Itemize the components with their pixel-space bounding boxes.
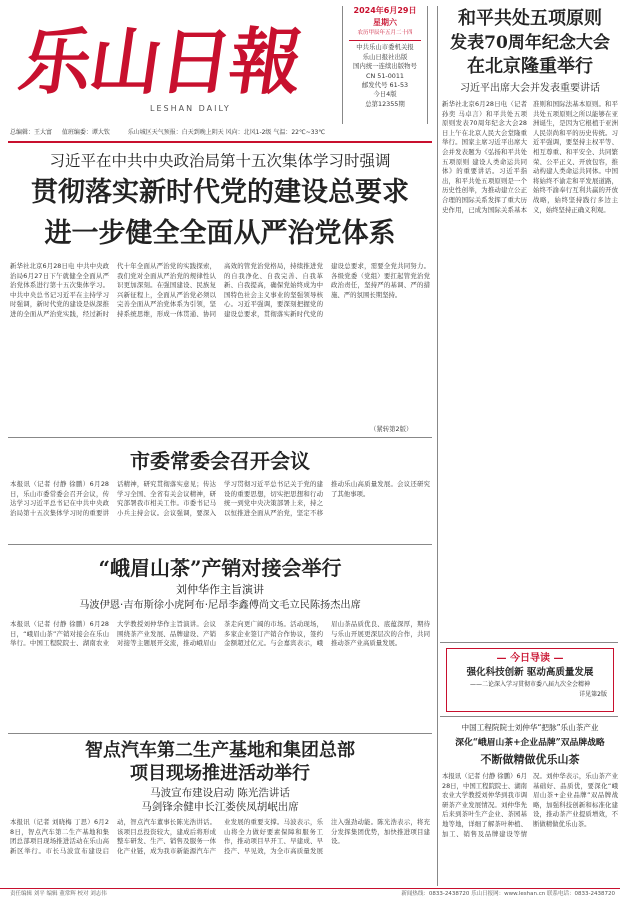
lead-kicker: 习近平在中共中央政治局第十五次集体学习时强调: [49, 152, 391, 170]
publisher: 中共乐山市委机关报: [356, 43, 414, 52]
divider-right-1: [440, 642, 618, 643]
today-guide-subtitle: ——二论深入学习贯彻市委八届九次全会精神: [469, 681, 590, 688]
divider-1: [8, 437, 432, 438]
today-guide-box: [446, 648, 614, 712]
story4-subtitle-2: 马剑锋余健申长江娄侠凤胡岷出席: [141, 801, 299, 813]
top-story-headline-1: 和平共处五项原则: [458, 8, 602, 29]
divider-right-2: [440, 716, 618, 717]
weather-forecast: 乐山城区天气预报：白天到晚上阴天 风向：北风1-2级 气温：22℃~33℃: [127, 129, 326, 136]
divider-3: [8, 733, 432, 734]
date-box-divider: [342, 6, 343, 124]
story2-headline: 市委常委会召开会议: [130, 449, 310, 473]
lead-story-continued: （紧转第2版）: [370, 425, 413, 433]
column-separator: [437, 6, 438, 886]
side-story-headline-3: 不断做精做优乐山茶: [480, 753, 580, 766]
story3-attendees: 马波伊恩·吉布斯徐小虎阿布·尼昂李鑫傅尚文毛立民陈扬杰出席: [79, 600, 361, 611]
footer-contact: 新闻热线：0833-2438720 乐山日报网：www.leshan.cn 联系电话：0833-2438720: [401, 891, 615, 897]
editor-strip: [10, 127, 430, 139]
side-story-headline-2: 深化“峨眉山茶+企业品牌”双品牌战略: [455, 738, 605, 748]
top-story-subhead: 习近平出席大会并发表重要讲话: [460, 83, 600, 94]
divider-2: [8, 544, 432, 545]
postal-code: 邮发代号 61-53: [361, 81, 409, 90]
editor-duty: 值班编委：谭大钦: [61, 129, 110, 136]
publisher-2: 乐山日报社出版: [362, 52, 408, 61]
story2-body: 本报讯（记者 付静 徐鹏）6月28日，乐山市委常委会召开会议，传达学习习近平总书记在中共中央政治局第十五次集体学习时的重要讲话精神，研究贯彻落实意见；传达学习全国、全省有关会议精神，研究部署我市相关工作。市委书记马小兵主持会议。会议强调，要深入学习贯彻习近平总书记关于党的建设的重要思想，切实把思想和行动统一到党中央决策部署上来，持之以恒推进全面从严治党，坚定不移推动乐山高质量发展。会议还研究了其他事项。: [10, 480, 430, 517]
masthead-title: 乐山日報: [14, 19, 307, 104]
issue-number: 总第12355期: [365, 99, 405, 108]
story3-headline: “峨眉山茶”产销对接会举行: [98, 556, 342, 580]
story3-body: 本报讯（记者 付静 徐鹏）6月28日，“峨眉山茶”产销对接会在乐山举行。中国工程院院士、湖南农业大学教授刘仲华作主旨演讲。会议围绕茶产业发展、品牌建设、产销对接等主题展开交流，推动峨眉山茶走向更广阔的市场。活动现场，多家企业签订产销合作协议，签约金额超过亿元。与会嘉宾表示，峨眉山茶品质优良、底蕴深厚，期待与乐山开展更深层次的合作，共同推动茶产业高质量发展。: [10, 620, 430, 648]
masthead-rule: [8, 141, 432, 143]
date-box: [345, 5, 425, 123]
footer-rule: [0, 888, 620, 889]
side-story-body: 本报讯（记者 付静 徐鹏）6月28日，中国工程院院士、湖南农业大学教授刘仲华到我市调研茶产业发展情况。刘仲华先后来到茶叶生产企业、茶园基地等地，详细了解茶叶种植、加工、销售及品牌建设等情况。刘仲华表示，乐山茶产业基础好、品质优，要深化“峨眉山茶+企业品牌”双品牌战略，加强科技创新和标准化建设，推动茶产业提质增效，不断做精做优乐山茶。: [442, 772, 618, 838]
lead-headline-2: 进一步健全全面从严治党体系: [44, 218, 396, 249]
lead-story-body: 新华社北京6月28日电 中共中央政治局6月27日下午就健全全面从严治党体系进行第十五次集体学习。中共中央总书记习近平在主持学习时强调，新时代党的建设是纵深推进的全面从严治党实践，经过新时代十年全面从严治党的实践探索，我们党对全面从严治党的规律性认识更加深刻。在强国建设、民族复兴新征程上，全面从严治党必须以完善全面从严治党体系为引领，坚持系统思维，形成一体贯通、协同高效的管党治党格局，持续推进党的自我净化、自我完善、自我革新、自我提高，确保党始终成为中国特色社会主义事业的坚强领导核心。习近平强调，要深刻把握党的建设总要求，贯彻落实新时代党的建设总要求，需要全党共同努力。各级党委（党组）要扛起管党治党政治责任，坚持严的基调、严的措施、严的氛围长期坚持。: [10, 262, 430, 318]
issue-date: 2024年6月29日: [353, 6, 417, 15]
top-story-headline-2: 发表70周年纪念大会: [450, 33, 610, 53]
footer-credits: 责任编辑 刘平 编辑 董常辉 校对 刘志伟: [10, 891, 107, 897]
cn-code: CN 51-0011: [366, 71, 404, 80]
weekday: 星期六: [373, 18, 397, 27]
story4-headline-2: 项目现场推进活动举行: [130, 763, 310, 784]
masthead-title-en: LESHAN DAILY: [150, 104, 231, 113]
side-story-headline-1: 中国工程院院士刘仲华“把脉”乐山茶产业: [461, 723, 599, 732]
editor-chief: 总编辑：王大富: [10, 129, 53, 136]
today-guide-title: — 今日导读 —: [496, 653, 564, 664]
story4-subtitle-1: 马波宣布建设启动 陈光浩讲话: [150, 787, 290, 799]
story3-subtitle: 刘仲华作主旨演讲: [176, 583, 264, 596]
date-box-divider-right: [427, 6, 428, 124]
top-story-body: 新华社北京6月28日电（记者 孙奕 马卓言）和平共处五项原则发表70周年纪念大会28日上午在北京人民大会堂隆重举行。国家主席习近平出席大会并发表题为《弘扬和平共处五项原则 建设人类命运共同体》的重要讲话。习近平指出，和平共处五项原则是一个历史性创举，为推动建立公正合理的国际关系发挥了重大历史作用，已成为国际关系基本准则和国际法基本原则。和平共处五项原则之所以能够在亚洲诞生，是因为它根植于亚洲人民崇尚和平的历史传统。习近平强调，要坚持主权平等、相互尊重、和平安全、共同繁荣、公平正义、开放包容，推动构建人类命运共同体。中国将始终不渝走和平发展道路，始终不渝奉行互利共赢的开放战略，始终坚持践行多边主义，始终坚持正确义利观。: [442, 100, 618, 214]
cn-number-label: 国内统一连续出版物号: [353, 62, 417, 71]
today-guide-headline: 强化科技创新 驱动高质量发展: [466, 667, 594, 678]
story4-body: 本报讯（记者 刘晓梅 丁思）6月28日，智点汽车第二生产基地和集团总部项目现场推进活动在乐山高新区举行。市长马波宣布建设启动，智点汽车董事长陈光浩讲话。该项目总投资较大，建成后将形成整车研发、生产、销售及服务一体化产业链，成为我市新能源汽车产业发展的重要支撑。马波表示，乐山将全力做好要素保障和服务工作，推动项目早开工、早建成、早投产、早见效，为全市高质量发展注入强劲动能。陈光浩表示，将充分发挥集团优势，加快推进项目建设。: [10, 818, 430, 855]
today-guide-page-ref[interactable]: 详见第2版: [579, 691, 607, 698]
lead-headline-1: 贯彻落实新时代党的建设总要求: [31, 177, 409, 208]
story4-headline-1: 智点汽车第二生产基地和集团总部: [85, 740, 355, 761]
lunar-date: 农历甲辰年五月二十四: [357, 30, 413, 36]
top-story-headline-3: 在北京隆重举行: [467, 56, 593, 77]
page-count: 今日4版: [373, 90, 397, 99]
